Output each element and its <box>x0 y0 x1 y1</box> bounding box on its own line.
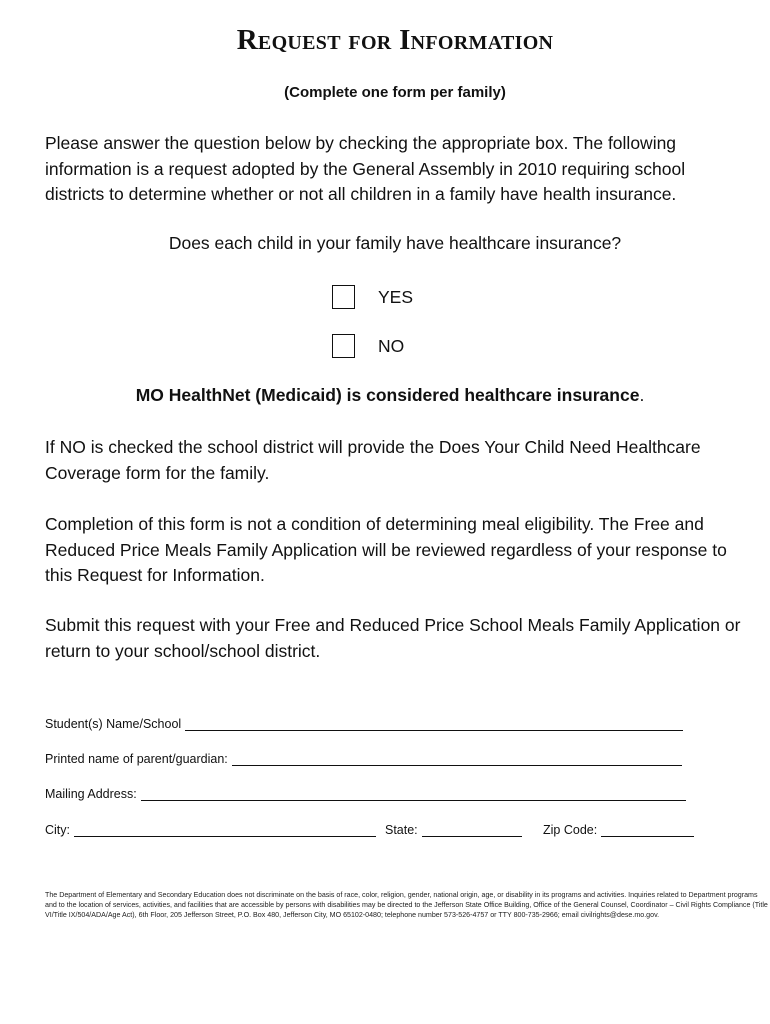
mailing-address-label: Mailing Address: <box>45 787 137 801</box>
zip-input[interactable] <box>601 822 694 837</box>
no-checkbox[interactable] <box>332 334 355 358</box>
city-field[interactable] <box>45 819 376 837</box>
state-label: State: <box>385 823 418 837</box>
parent-name-field[interactable] <box>45 748 682 766</box>
form-title: Request for Information <box>236 24 554 56</box>
submit-paragraph: Submit this request with your Free and Reduced Price School Meals Family Application or return to your school/school district. <box>45 615 741 661</box>
nondiscrimination-footer: The Department of Elementary and Secondary Education does not discriminate on the basis of race, color, religion, gender, national origin, age, or disability in its programs and activities. Inquiries related to Department programs and to the location of services, activities, and facilities that are accessible by persons with disabilities may be directed to the Jefferson State Office Building, Office of the General Counsel, Coordinator – Civil Rights Compliance (Title VI/Title IX/504/ADA/Age Act), 6th Floor, 205 Jefferson Street, P.O. Box 480, Jefferson City, MO 65102-0480; telephone number 573-526-4757 or TTY 800-735-2966; email civilrights@dese.mo.gov. <box>45 891 768 919</box>
parent-name-label: Printed name of parent/guardian: <box>45 752 228 766</box>
option-no[interactable] <box>332 333 404 359</box>
medicaid-note <box>0 385 770 406</box>
intro-paragraph: Please answer the question below by checking the appropriate box. The following information is a request adopted by the General Assembly in 2010 requiring school districts to determine whether or not all children in a family have health insurance. <box>45 133 686 204</box>
form-subtitle: (Complete one form per family) <box>284 84 506 101</box>
student-name-field[interactable] <box>45 713 683 731</box>
student-name-input[interactable] <box>185 716 683 731</box>
mailing-address-input[interactable] <box>141 786 686 801</box>
city-input[interactable] <box>74 822 376 837</box>
no-label: NO <box>378 335 405 356</box>
if-no-paragraph: If NO is checked the school district will provide the Does Your Child Need Healthcare Coverage form for the family. <box>45 437 701 483</box>
yes-checkbox[interactable] <box>332 285 355 309</box>
student-name-label: Student(s) Name/School <box>45 717 182 731</box>
insurance-question: Does each child in your family have healthcare insurance? <box>168 233 622 253</box>
city-label: City: <box>45 823 70 837</box>
mailing-address-field[interactable] <box>45 783 686 801</box>
completion-paragraph: Completion of this form is not a condition of determining meal eligibility. The Free and Reduced Price Meals Family Application will be reviewed regardless of your response to this Request for Information. <box>45 514 727 585</box>
state-input[interactable] <box>422 822 522 837</box>
option-yes[interactable] <box>332 284 413 310</box>
zip-field[interactable] <box>543 819 694 837</box>
state-field[interactable] <box>385 819 522 837</box>
medicaid-note-text: MO HealthNet (Medicaid) is considered healthcare insurance <box>135 385 640 405</box>
zip-label: Zip Code: <box>543 823 598 837</box>
yes-label: YES <box>378 286 414 307</box>
parent-name-input[interactable] <box>232 751 682 766</box>
medicaid-note-period: . <box>639 385 645 405</box>
